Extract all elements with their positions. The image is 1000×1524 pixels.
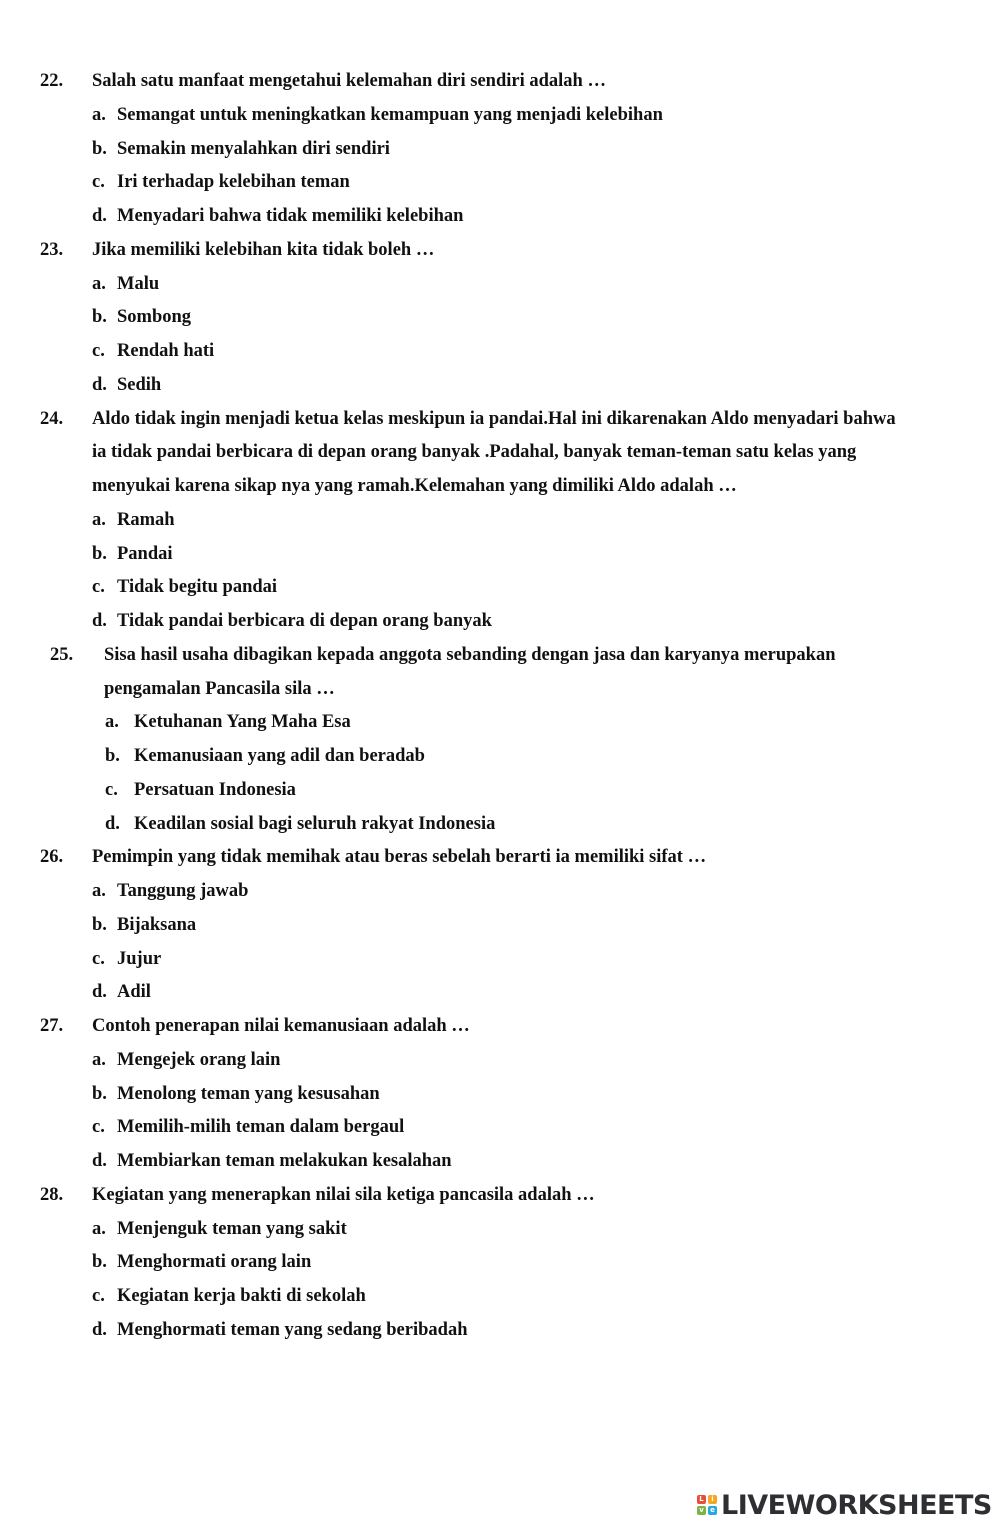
question-text: Contoh penerapan nilai kemanusiaan adalah … [92,1016,470,1036]
option-letter: b. [92,1083,107,1104]
logo-mark-icon [697,1495,717,1515]
option-text: Malu [117,273,160,294]
option-letter: b. [105,746,120,766]
option-text: Tidak begitu pandai [117,577,278,598]
option-letter: d. [92,374,107,395]
option-text: Mengejek orang lain [117,1049,281,1070]
option-text: Kegiatan kerja bakti di sekolah [117,1286,366,1306]
option-letter: a. [92,881,106,901]
question-number: 23. [40,239,64,260]
question-text: Salah satu manfaat mengetahui kelemahan diri sendiri adalah … [92,71,606,91]
option-letter: d. [92,1151,107,1171]
question-text: ia tidak pandai berbicara di depan orang banyak .Padahal, banyak teman-teman satu kelas yang [92,442,857,463]
option-text: Menyadari bahwa tidak memiliki kelebihan [117,206,464,226]
option-text: Ketuhanan Yang Maha Esa [134,712,351,733]
question-text: Sisa hasil usaha dibagikan kepada anggota sebanding dengan jasa dan karyanya merupakan [104,644,836,665]
option-text: Memilih-milih teman dalam bergaul [117,1117,405,1138]
option-text: Pandai [117,543,173,564]
question-text: Jika memiliki kelebihan kita tidak boleh … [92,239,435,260]
option-letter: c. [92,577,105,598]
option-text: Ramah [117,509,175,530]
option-text: Bijaksana [117,914,197,935]
option-text: Menjenguk teman yang sakit [117,1218,347,1239]
option-letter: b. [92,138,107,159]
option-letter: c. [92,172,105,193]
option-letter: b. [92,543,107,564]
option-text: Kemanusiaan yang adil dan beradab [134,746,425,766]
liveworksheets-logo [697,1490,992,1520]
option-letter: a. [92,1218,106,1239]
option-text: Rendah hati [117,341,215,361]
question-text: Aldo tidak ingin menjadi ketua kelas meskipun ia pandai.Hal ini dikarenakan Aldo menyadari bahwa [92,408,896,429]
option-letter: b. [92,307,107,328]
option-text: Menghormati teman yang sedang beribadah [117,1319,468,1340]
question-text: menyukai karena sikap nya yang ramah.Kelemahan yang dimiliki Aldo adalah … [92,476,737,496]
question-text: pengamalan Pancasila sila … [104,678,335,699]
option-letter: d. [92,982,107,1003]
option-text: Keadilan sosial bagi seluruh rakyat Indonesia [134,813,496,834]
question-number: 22. [40,71,64,91]
option-letter: c. [92,1286,105,1306]
logo-tile: v [697,1506,706,1515]
option-text: Sombong [117,307,192,328]
question-text: Pemimpin yang tidak memihak atau beras sebelah berarti ia memiliki sifat … [92,847,707,868]
option-text: Sedih [117,374,162,395]
option-text: Tidak pandai berbicara di depan orang banyak [117,611,492,631]
option-text: Tanggung jawab [117,881,249,901]
option-letter: d. [105,813,120,834]
logo-text: LIVEWORKSHEETS [721,1489,992,1521]
question-number: 27. [40,1016,64,1036]
question-number: 28. [40,1184,64,1205]
option-letter: c. [92,1117,105,1138]
option-letter: d. [92,206,107,226]
option-letter: c. [105,779,118,800]
option-text: Menolong teman yang kesusahan [117,1083,380,1104]
option-text: Menghormati orang lain [117,1252,312,1273]
logo-tile: L [697,1495,706,1504]
option-letter: b. [92,1252,107,1273]
option-text: Membiarkan teman melakukan kesalahan [117,1151,452,1171]
option-letter: a. [92,104,106,125]
option-letter: a. [105,712,119,733]
question-number: 24. [40,408,64,429]
option-letter: b. [92,914,107,935]
logo-tile: e [708,1506,717,1515]
option-letter: c. [92,341,105,361]
question-text: Kegiatan yang menerapkan nilai sila ketiga pancasila adalah … [92,1184,595,1205]
option-text: Semangat untuk meningkatkan kemampuan yang menjadi kelebihan [117,104,663,125]
option-text: Persatuan Indonesia [134,779,296,800]
option-text: Iri terhadap kelebihan teman [117,172,350,193]
logo-tile: i [708,1495,717,1504]
option-text: Jujur [117,948,162,969]
question-number: 25. [50,644,74,665]
option-letter: a. [92,273,106,294]
option-text: Adil [117,982,151,1003]
option-letter: d. [92,611,107,631]
option-text: Semakin menyalahkan diri sendiri [117,138,390,159]
question-number: 26. [40,847,64,868]
option-letter: a. [92,1049,106,1070]
option-letter: a. [92,509,106,530]
option-letter: c. [92,948,105,969]
option-letter: d. [92,1319,107,1340]
